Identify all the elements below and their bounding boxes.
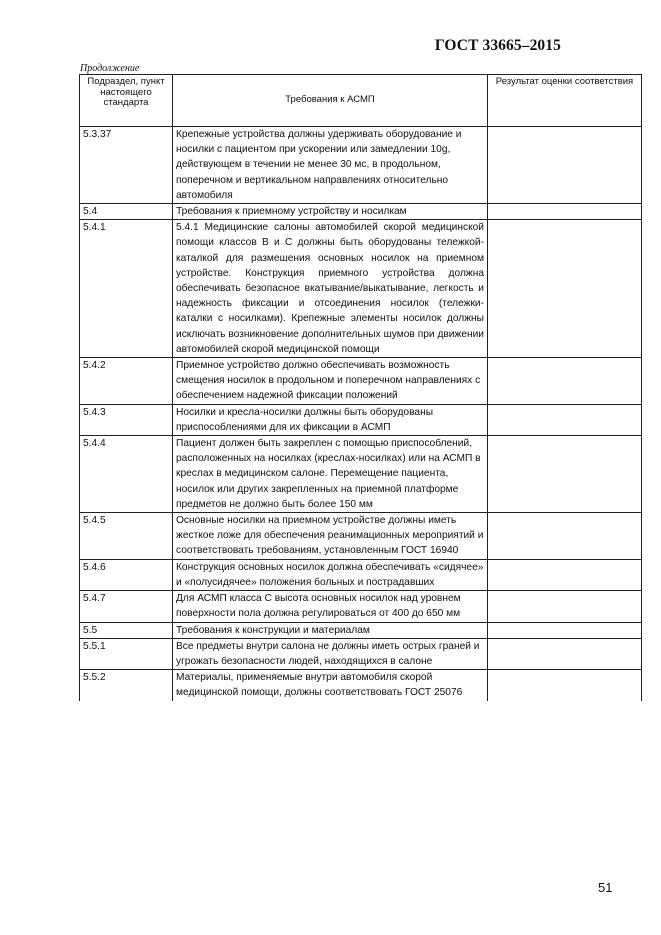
result-cell[interactable] <box>488 358 642 405</box>
point-cell: 5.4.2 <box>80 358 173 405</box>
result-cell[interactable] <box>488 591 642 622</box>
document-code: ГОСТ 33665–2015 <box>434 37 561 54</box>
requirement-cell: Крепежные устройства должны удерживать оборудование и носилки с пациентом при ускорении или замедлении 10g, действующем в течении не менее 30 мс, в продольном, поперечном и вертикальном направлениях относительно автомобиля <box>173 127 488 204</box>
table-row <box>80 220 642 358</box>
requirement-cell: Все предметы внутри салона не должны иметь острых граней и угрожать безопасности людей, находящихся в салоне <box>173 638 488 669</box>
point-cell: 5.4.3 <box>80 404 173 435</box>
table-row <box>80 638 642 669</box>
table-row <box>80 591 642 622</box>
result-cell[interactable] <box>488 638 642 669</box>
table-row <box>80 513 642 560</box>
table-row <box>80 358 642 405</box>
requirement-cell: 5.4.1 Медицинские салоны автомобилей скорой медицинской помощи классов В и С должны быть оборудованы тележкой-каталкой для размешения основных носилок на приемном устройстве. Конструкция приемного устройства должна обеспечивать безопасное вкатывание/выкатывание, легкость и надежность фиксации и отсоединения носилок (тележки-каталки с носилками). Крепежные элементы носилок должны исключать возникновение дополнительных шумов при движении автомобилей скорой медицинской помощи <box>173 220 488 358</box>
requirement-cell: Носилки и кресла-носилки должны быть оборудованы приспособлениями для их фиксации в АСМП <box>173 404 488 435</box>
table-row <box>80 127 642 204</box>
point-cell: 5.5 <box>80 622 173 638</box>
table-row <box>80 204 642 220</box>
result-cell[interactable] <box>488 204 642 220</box>
point-cell: 5.4.6 <box>80 559 173 590</box>
continuation-label: Продолжение <box>80 63 140 74</box>
point-cell: 5.4.1 <box>80 220 173 358</box>
point-cell: 5.5.2 <box>80 670 173 701</box>
column-header-requirements: Требования к АСМП <box>173 75 488 127</box>
table-row <box>80 670 642 701</box>
point-cell: 5.4.4 <box>80 436 173 513</box>
requirement-cell: Пациент должен быть закреплен с помощью приспособлений, расположенных на носилках (креслах-носилках) или на АСМП в креслах в медицинском салоне. Перемещение пациента, носилок или других закрепленных на приемной платформе предметов не должно быть более 150 мм <box>173 436 488 513</box>
result-cell[interactable] <box>488 436 642 513</box>
table-row <box>80 622 642 638</box>
result-cell[interactable] <box>488 559 642 590</box>
requirement-cell: Для АСМП класса С высота основных носилок над уровнем поверхности пола должна регулироваться от 400 до 650 мм <box>173 591 488 622</box>
table-row <box>80 559 642 590</box>
requirement-cell: Приемное устройство должно обеспечивать возможность смещения носилок в продольном и поперечном направлениях с обеспечением надежной фиксации положений <box>173 358 488 405</box>
result-cell[interactable] <box>488 220 642 358</box>
result-cell[interactable] <box>488 670 642 701</box>
table-row <box>80 436 642 513</box>
point-cell: 5.5.1 <box>80 638 173 669</box>
result-cell[interactable] <box>488 622 642 638</box>
requirement-cell: Конструкция основных носилок должна обеспечивать «сидячее» и «полусидячее» положения больных и пострадавших <box>173 559 488 590</box>
table-header-row <box>80 75 642 127</box>
requirement-cell: Материалы, применяемые внутри автомобиля скорой медицинской помощи, должны соответствовать ГОСТ 25076 <box>173 670 488 701</box>
requirement-cell: Требования к приемному устройству и носилкам <box>173 204 488 220</box>
result-cell[interactable] <box>488 513 642 560</box>
point-cell: 5.4.5 <box>80 513 173 560</box>
point-cell: 5.3.37 <box>80 127 173 204</box>
point-cell: 5.4.7 <box>80 591 173 622</box>
result-cell[interactable] <box>488 404 642 435</box>
column-header-point: Подраздел, пункт настоящего стандарта <box>80 75 173 127</box>
requirements-table <box>79 74 642 701</box>
requirement-cell: Основные носилки на приемном устройстве должны иметь жесткое ложе для обеспечения реанимационных мероприятий и соответствовать требованиям, установленным ГОСТ 16940 <box>173 513 488 560</box>
table-row <box>80 404 642 435</box>
point-cell: 5.4 <box>80 204 173 220</box>
column-header-result: Результат оценки соответствия <box>488 75 642 127</box>
page-number: 51 <box>598 880 613 895</box>
result-cell[interactable] <box>488 127 642 204</box>
requirement-cell: Требования к конструкции и материалам <box>173 622 488 638</box>
